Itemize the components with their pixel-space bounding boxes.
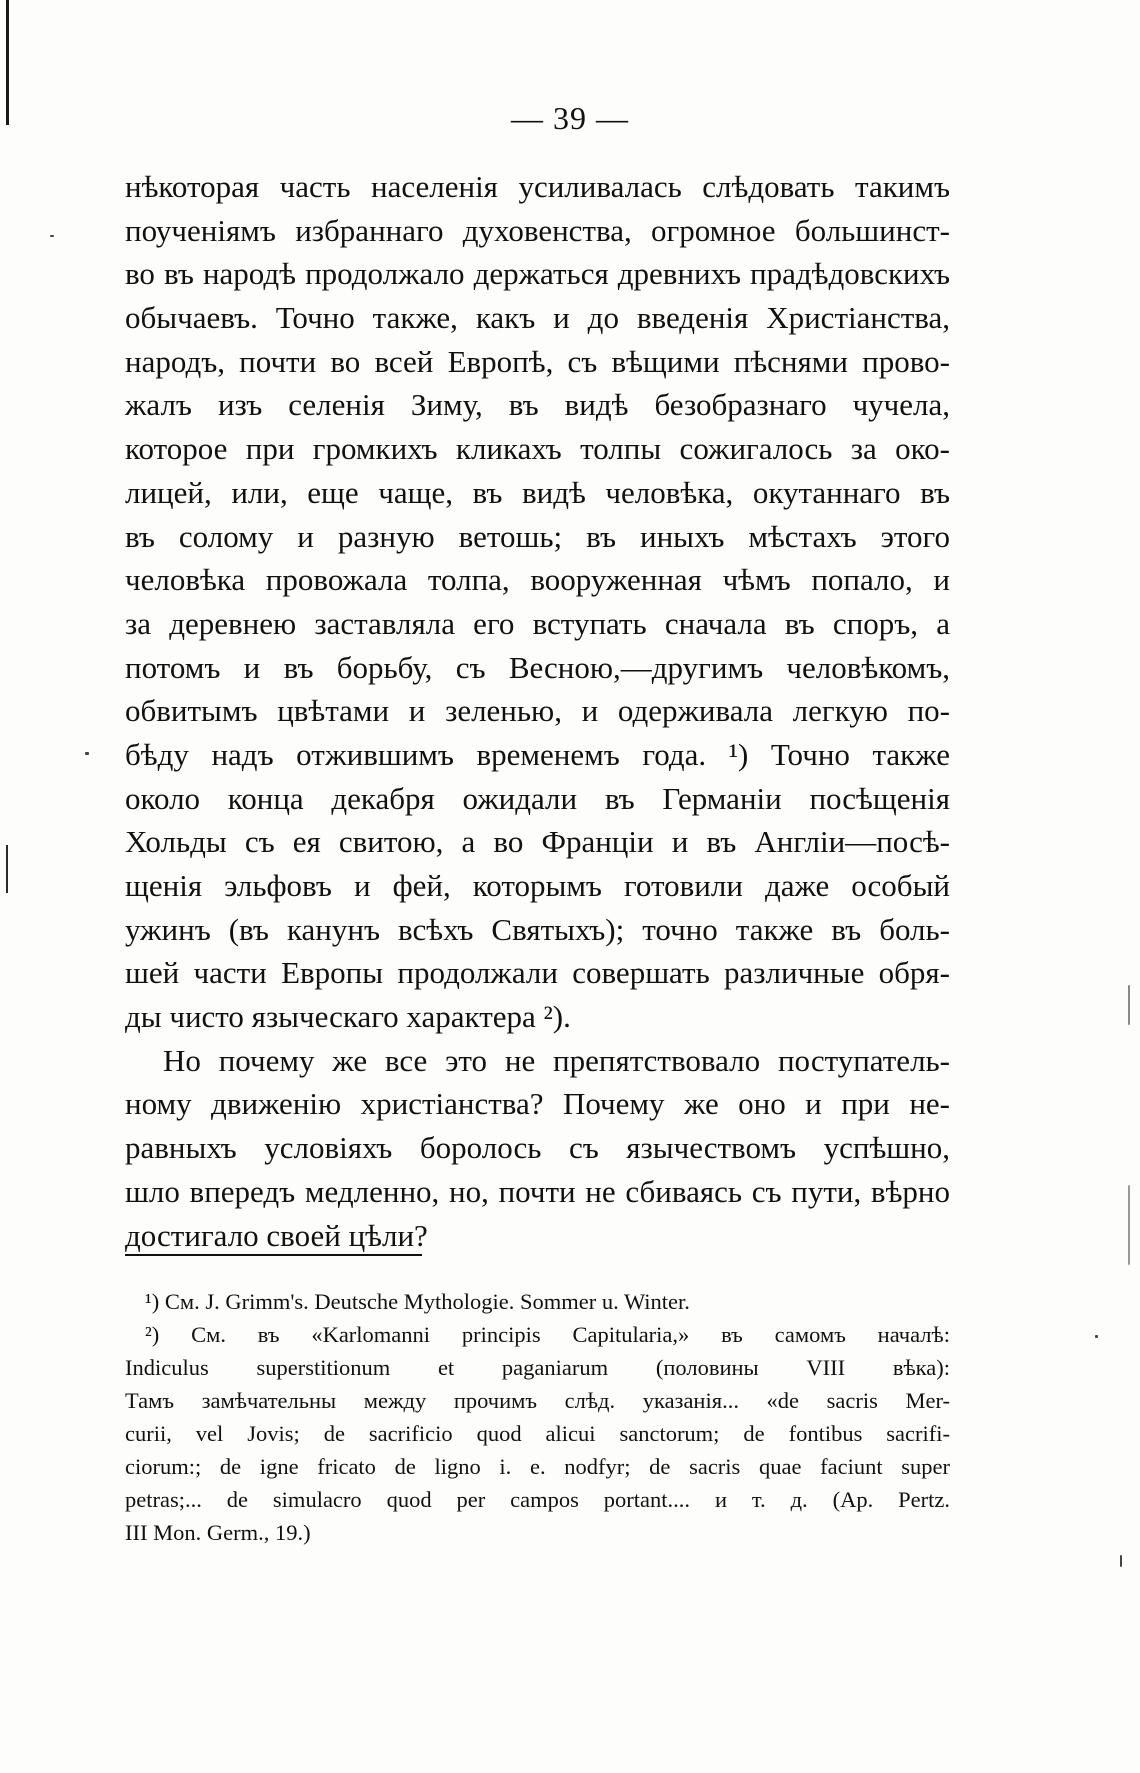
text-line: во въ народѣ продолжало держаться древнихъ прадѣдовскихъ xyxy=(125,256,950,292)
page-number: — 39 — xyxy=(511,100,629,136)
footnote-1: ¹) См. J. Grimm's. Deutsche Mythologie. Sommer u. Winter. xyxy=(145,1289,690,1314)
footnote-line: Indiculus superstitionum et paganiarum (половины VIII вѣка): xyxy=(125,1355,950,1380)
text-line: обвитымъ цвѣтами и зеленью, и одерживала легкую по- xyxy=(125,693,950,729)
text-line: Хольды съ ея свитою, а во Франціи и въ Англіи—посѣ- xyxy=(125,824,950,860)
text-line: жалъ изъ селенія Зиму, въ видѣ безобразнаго чучела, xyxy=(125,387,950,423)
footnotes xyxy=(125,1285,950,1549)
text-line: народъ, почти во всей Европѣ, съ вѣщими пѣснями прово- xyxy=(125,343,950,379)
scan-speck xyxy=(85,752,89,755)
main-text xyxy=(125,165,950,1257)
paragraph-start-line: Но почему же все это не препятствовало поступатель- xyxy=(163,1042,950,1078)
text-line: потомъ и въ борьбу, съ Весною,—другимъ человѣкомъ, xyxy=(125,649,950,685)
scan-speck xyxy=(1120,1555,1122,1567)
text-line: ному движенію христіанства? Почему же оно и при не- xyxy=(125,1086,950,1122)
scan-speck xyxy=(1095,1335,1098,1338)
text-line: лицей, или, еще чаще, въ видѣ человѣка, окутаннаго въ xyxy=(125,474,950,510)
text-line: шей части Европы продолжали совершать различные обря- xyxy=(125,955,950,991)
scan-speck xyxy=(1128,1185,1130,1265)
text-line: за деревнею заставляла его вступать сначала въ споръ, а xyxy=(125,605,950,641)
footnote-divider xyxy=(125,1254,422,1256)
scan-speck xyxy=(50,235,54,237)
text-line: которое при громкихъ кликахъ толпы сожигалось за око- xyxy=(125,431,950,467)
scan-edge-mark xyxy=(6,845,8,893)
text-line: человѣка провожала толпа, вооруженная чѣмъ попало, и xyxy=(125,562,950,598)
footnote-line: ciorum:; de igne fricato de ligno i. e. nodfyr; de sacris quae faciunt super xyxy=(125,1454,950,1479)
text-line: ужинъ (въ канунъ всѣхъ Святыхъ); точно также въ боль- xyxy=(125,911,950,947)
scan-speck xyxy=(1128,985,1130,1025)
text-line: около конца декабря ожидали въ Германіи посѣщенія xyxy=(125,780,950,816)
text-line: поученіямъ избраннаго духовенства, огромное большинст- xyxy=(125,212,950,248)
footnote-2: ²) См. въ «Karlomanni principis Capitularia,» въ самомъ началѣ: xyxy=(145,1322,950,1347)
footnote-line: III Mon. Germ., 19.) xyxy=(125,1520,311,1545)
text-line: шло впередъ медленно, но, почти не сбиваясь съ пути, вѣрно xyxy=(125,1173,950,1209)
text-line: равныхъ условіяхъ боролось съ язычествомъ успѣшно, xyxy=(125,1130,950,1166)
footnote-line: Тамъ замѣчательны между прочимъ слѣд. указанія... «de sacris Mer- xyxy=(125,1388,950,1413)
text-line: обычаевъ. Точно также, какъ и до введенія Христіанства, xyxy=(125,300,950,336)
footnote-line: curii, vel Jovis; de sacrificio quod alicui sanctorum; de fontibus sacrifi- xyxy=(125,1421,950,1446)
text-line: бѣду надъ отжившимъ временемъ года. ¹) Точно также xyxy=(125,736,950,772)
text-line: нѣкоторая часть населенія усиливалась слѣдовать такимъ xyxy=(125,169,950,204)
footnote-line: petras;... de simulacro quod per campos portant.... и т. д. (Ap. Pertz. xyxy=(125,1487,950,1512)
paragraph-end-line: ды чисто языческаго характера ²). xyxy=(125,999,571,1035)
text-line: въ солому и разную ветошь; въ иныхъ мѣстахъ этого xyxy=(125,518,950,554)
text-line: щенія эльфовъ и фей, которымъ готовили даже особый xyxy=(125,868,950,903)
paragraph-end-line: достигало своей цѣли? xyxy=(125,1217,428,1253)
